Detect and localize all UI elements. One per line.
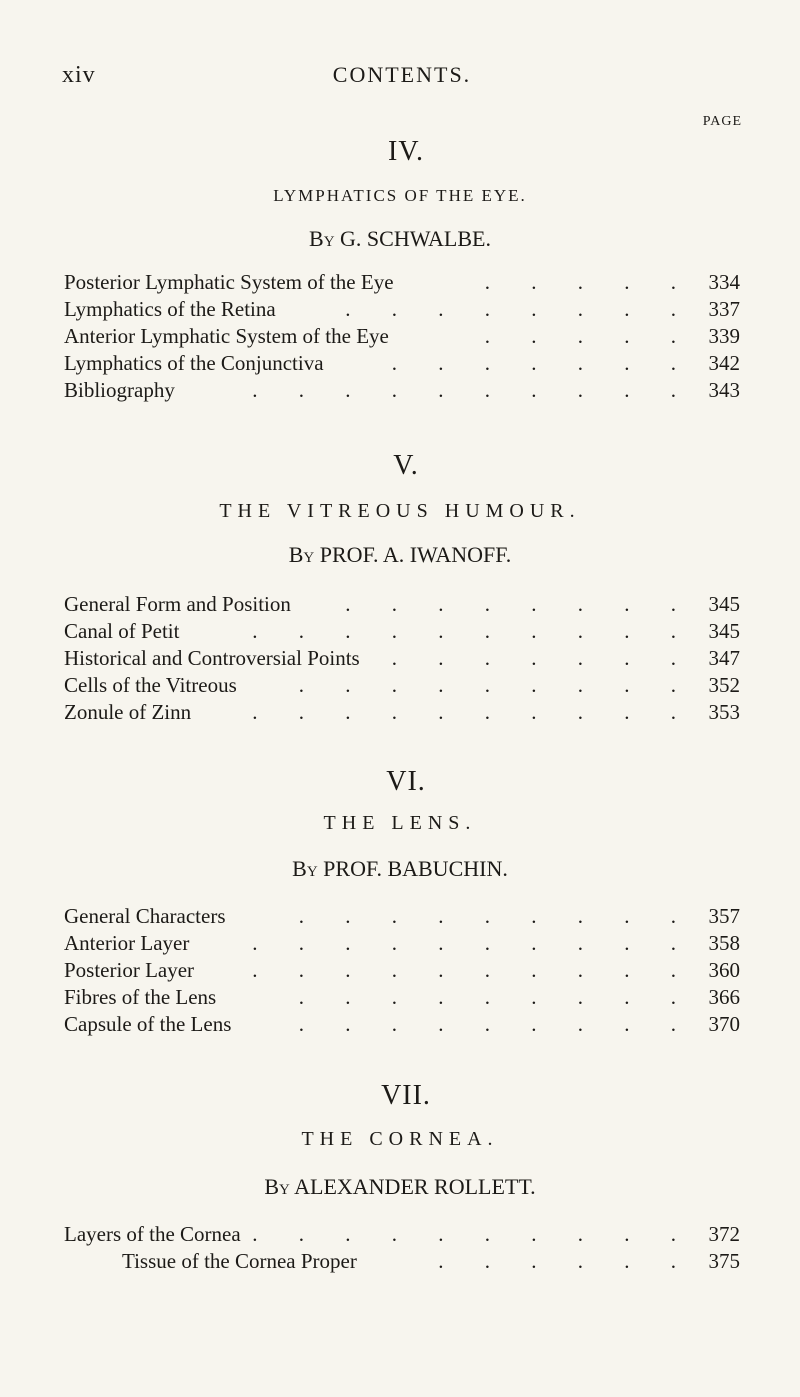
entries-list: [64, 1222, 740, 1276]
entries-list: [64, 270, 740, 405]
section-numeral: V.: [393, 450, 419, 481]
author-name: PROF. A. IWANOFF.: [319, 542, 512, 567]
toc-entry[interactable]: Lymphatics of the Conjunctiva . . . . . . . 342: [64, 351, 740, 375]
toc-entry[interactable]: Lymphatics of the Retina . . . . . . . . 337: [64, 297, 740, 321]
section-numeral: VI.: [386, 766, 426, 797]
entry-page: 358: [708, 931, 740, 955]
entries-list: [64, 904, 740, 1039]
entry-page: 342: [708, 351, 740, 375]
section-author: [0, 226, 800, 262]
toc-entry[interactable]: Cells of the Vitreous . . . . . . . . . 352: [64, 673, 740, 697]
toc-entry[interactable]: Capsule of the Lens . . . . . . . . . 370: [64, 1012, 740, 1036]
section-author: [0, 856, 800, 892]
toc-entry[interactable]: Posterior Lymphatic System of the Eye . . . . . 334: [64, 270, 740, 294]
toc-entry[interactable]: Anterior Lymphatic System of the Eye . . . . . 339: [64, 324, 740, 348]
page-column-label: PAGE: [702, 114, 742, 129]
entry-page: 357: [708, 904, 740, 928]
entry-page: 366: [708, 985, 740, 1009]
section-vii: [0, 1080, 800, 1276]
entry-page: 343: [708, 378, 740, 402]
toc-entry[interactable]: Tissue of the Cornea Proper . . . . . . 375: [122, 1249, 740, 1273]
author-name: PROF. BABUCHIN.: [323, 856, 508, 881]
entry-page: 372: [708, 1222, 740, 1246]
section-title: THE LENS.: [323, 812, 477, 834]
entry-page: 345: [708, 619, 740, 643]
toc-entry[interactable]: Bibliography . . . . . . . . . . 343: [64, 378, 740, 402]
section-title: LYMPHATICS OF THE EYE.: [273, 186, 527, 205]
toc-entry[interactable]: Historical and Controversial Points . . . . . . . 347: [64, 646, 740, 670]
section-author: [0, 542, 800, 578]
section-author: [0, 1174, 800, 1210]
entry-page: 345: [708, 592, 740, 616]
toc-entry[interactable]: General Form and Position . . . . . . . . 345: [64, 592, 740, 616]
toc-entry[interactable]: Fibres of the Lens . . . . . . . . . 366: [64, 985, 740, 1009]
entry-page: 360: [708, 958, 740, 982]
entry-page: 337: [708, 297, 740, 321]
toc-entry[interactable]: Layers of the Cornea . . . . . . . . . . 372: [64, 1222, 740, 1246]
entry-page: 339: [708, 324, 740, 348]
entry-page: 353: [708, 700, 740, 724]
toc-entry[interactable]: General Characters . . . . . . . . . 357: [64, 904, 740, 928]
section-title: THE VITREOUS HUMOUR.: [219, 500, 581, 522]
entry-page: 334: [708, 270, 740, 294]
page-folio: xiv: [62, 62, 96, 88]
section-numeral: IV.: [388, 136, 424, 167]
entry-page: 370: [708, 1012, 740, 1036]
author-name: ALEXANDER ROLLETT.: [294, 1174, 536, 1199]
running-head: [62, 62, 742, 96]
entry-page: 375: [708, 1249, 740, 1273]
author-name: G. SCHWALBE.: [340, 226, 491, 251]
author-prefix: By: [288, 542, 315, 567]
author-prefix: By: [309, 226, 335, 251]
section-vi: [0, 766, 800, 1039]
entry-page: 347: [708, 646, 740, 670]
section-iv: [0, 136, 800, 405]
running-head-title: CONTENTS.: [332, 62, 472, 87]
toc-entry[interactable]: Canal of Petit . . . . . . . . . . 345: [64, 619, 740, 643]
author-prefix: By: [292, 856, 318, 881]
entry-page: 352: [708, 673, 740, 697]
author-prefix: By: [264, 1174, 290, 1199]
toc-entry[interactable]: Posterior Layer . . . . . . . . . . 360: [64, 958, 740, 982]
section-v: [0, 450, 800, 727]
entries-list: [64, 592, 740, 727]
toc-entry[interactable]: Zonule of Zinn . . . . . . . . . . 353: [64, 700, 740, 724]
section-numeral: VII.: [381, 1080, 431, 1111]
toc-entry[interactable]: Anterior Layer . . . . . . . . . . 358: [64, 931, 740, 955]
section-title: THE CORNEA.: [301, 1128, 499, 1150]
